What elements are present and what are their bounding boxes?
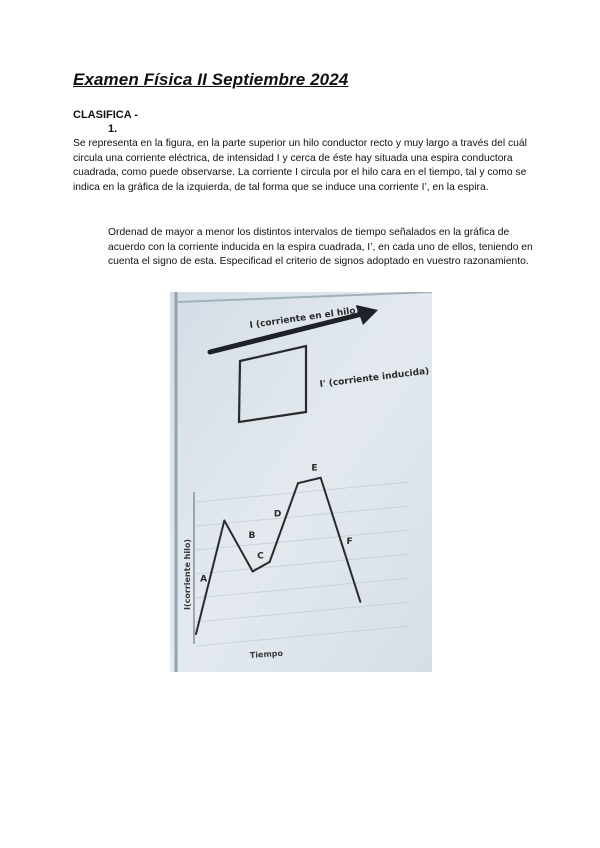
exam-title: Examen Física II Septiembre 2024 [73, 70, 349, 89]
section-label: CLASIFICA - [73, 109, 138, 121]
interval-label-E: E [311, 463, 318, 474]
wire-label: I (corriente en el hilo) [249, 305, 361, 331]
problem-statement: Se representa en la figura, en la parte superior un hilo conductor recto y muy largo a través del cuál circula una corriente eléctrica, de intensidad I y cerca de éste hay situada una espira conductora cuadrada, como puede observarse. La corriente I circula por el hilo cara en el tiempo, tal y como se indica en la gráfica de la izquierda, de tal forma que se induce una corriente I’, en la espira. [73, 138, 527, 193]
interval-label-D: D [273, 509, 282, 520]
loop-label: I' (corriente inducida) [319, 366, 430, 390]
question-number: 1. [108, 123, 118, 135]
interval-label-C: C [257, 551, 264, 562]
interval-label-A: A [200, 574, 208, 585]
chart-y-label: I(corriente hilo) [183, 539, 192, 610]
interval-label-B: B [248, 531, 256, 542]
whiteboard-figure [170, 292, 432, 672]
chart-x-label: Tiempo [249, 648, 284, 660]
task-instructions: Ordenad de mayor a menor los distintos intervalos de tiempo señalados en la gráfica de acuerdo con la corriente inducida en la espira cuadrada, I’, en cada uno de ellos, teniendo en cuenta el signo de esta. Especificad el criterio de signos adoptado en vuestro razonamiento. [108, 227, 533, 268]
interval-label-F: F [346, 536, 353, 547]
